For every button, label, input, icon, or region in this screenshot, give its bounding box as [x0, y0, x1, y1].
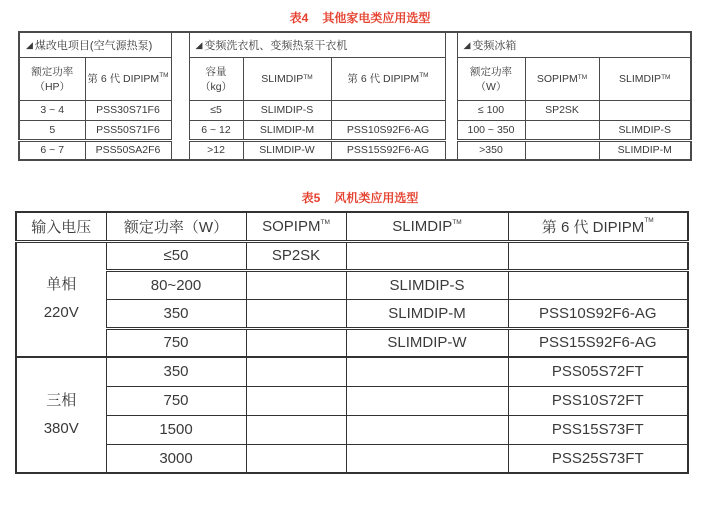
table4-data-row: [19, 140, 691, 160]
table-cell: ≤5: [189, 100, 243, 120]
table5-data-row: [16, 328, 688, 357]
table5-data-row: [16, 357, 688, 386]
tm-superscript: TM: [419, 72, 429, 79]
table-cell: SP2SK: [525, 100, 599, 120]
table5-caption: [0, 161, 720, 205]
table-cell: 350: [106, 357, 246, 386]
table-cell: SLIMDIP-S: [599, 120, 691, 140]
tm-superscript: TM: [661, 73, 671, 81]
table-cell: [246, 270, 346, 299]
table-cell: PSS25S73FT: [508, 444, 688, 473]
subtable-title: ◢ 变频冰箱: [457, 32, 691, 57]
column-header: 输入电压: [16, 212, 106, 241]
table5-fan-selection: [15, 211, 689, 474]
table-cell: SLIMDIP-M: [599, 140, 691, 160]
table-cell: PSS15S92F6-AG: [508, 328, 688, 357]
table-cell: 100 ~ 350: [457, 120, 525, 140]
table-cell: [346, 444, 508, 473]
table-cell: [508, 270, 688, 299]
column-header: [457, 57, 525, 100]
tm-superscript: TM: [303, 73, 313, 81]
table4-caption-label: 表4: [289, 11, 309, 25]
table4-data-row: [19, 100, 691, 120]
table-cell: 6 ~ 12: [189, 120, 243, 140]
column-header: SLIMDIP™: [243, 57, 331, 100]
header-line: 额定功率: [470, 65, 512, 78]
voltage-line: 220V: [43, 304, 79, 322]
tm-superscript: TM: [320, 218, 330, 226]
column-header: 第 6 代 DIPIPM™: [331, 57, 445, 100]
table-cell: [346, 357, 508, 386]
table4-appliance-selection: [18, 31, 692, 161]
table-cell: 3 ~ 4: [19, 100, 85, 120]
table5-data-row: [16, 241, 688, 270]
column-header: [19, 57, 85, 100]
table-cell: 1500: [106, 415, 246, 444]
table-cell: 350: [106, 299, 246, 328]
voltage-line: 380V: [43, 420, 79, 437]
table4-title-row: [19, 32, 691, 57]
table5-data-row: [16, 386, 688, 415]
table-cell: ≤50: [106, 241, 246, 270]
table-cell: PSS15S73FT: [508, 415, 688, 444]
table-cell: [246, 415, 346, 444]
table-cell: [246, 386, 346, 415]
tm-superscript: TM: [159, 72, 169, 79]
table5-data-row: [16, 270, 688, 299]
column-header: SLIMDIP™: [599, 57, 691, 100]
voltage-line: 三相: [46, 392, 77, 409]
tm-superscript: TM: [644, 216, 654, 224]
table-cell: [346, 415, 508, 444]
table5-caption-label: 表5: [301, 191, 321, 205]
table4-caption: [0, 0, 720, 25]
table-cell: PSS50SA2F6: [85, 140, 171, 160]
column-header: [189, 57, 243, 100]
table-cell: [346, 241, 508, 270]
table-cell: >12: [189, 140, 243, 160]
table-cell: [246, 328, 346, 357]
table5-data-row: [16, 299, 688, 328]
column-header: SOPIPM™: [525, 57, 599, 100]
table-cell: 3000: [106, 444, 246, 473]
table-cell: PSS50S71F6: [85, 120, 171, 140]
table-cell: PSS30S71F6: [85, 100, 171, 120]
column-header: 第 6 代 DIPIPM™: [508, 212, 688, 241]
table-cell: PSS05S72FT: [508, 357, 688, 386]
column-header: 第 6 代 DIPIPM™: [85, 57, 171, 100]
table-cell: PSS10S92F6-AG: [508, 299, 688, 328]
table-cell: PSS15S92F6-AG: [331, 140, 445, 160]
table-cell: [246, 299, 346, 328]
header-line: （kg）: [199, 80, 233, 93]
header-line: 额定功率: [31, 65, 74, 78]
table-cell: ≤ 100: [457, 100, 525, 120]
table-cell: SLIMDIP-M: [243, 120, 331, 140]
table-cell: [525, 120, 599, 140]
table4-header-row: [19, 57, 691, 100]
triangle-marker-icon: ◢: [195, 39, 203, 50]
voltage-group-cell: [16, 357, 106, 473]
triangle-marker-icon: ◢: [26, 39, 33, 50]
triangle-marker-icon: ◢: [463, 39, 471, 50]
table-cell: 5: [19, 120, 85, 140]
table5-header-row: [16, 212, 688, 241]
table-cell: SP2SK: [246, 241, 346, 270]
table-cell: SLIMDIP-W: [346, 328, 508, 357]
table-cell: [599, 100, 691, 120]
table-cell: PSS10S72FT: [508, 386, 688, 415]
table-cell: SLIMDIP-S: [346, 270, 508, 299]
table-cell: SLIMDIP-M: [346, 299, 508, 328]
table-cell: >350: [457, 140, 525, 160]
table4-caption-text: 其他家电类应用选型: [322, 11, 431, 25]
table-cell: 750: [106, 386, 246, 415]
table-cell: PSS10S92F6-AG: [331, 120, 445, 140]
header-line: （W）: [475, 80, 507, 93]
table-cell: [525, 140, 599, 160]
table-cell: [346, 386, 508, 415]
table-cell: 750: [106, 328, 246, 357]
header-line: （HP）: [34, 80, 71, 93]
table-cell: [246, 444, 346, 473]
column-header: 额定功率（W）: [106, 212, 246, 241]
tm-superscript: TM: [577, 73, 588, 81]
column-header: SOPIPM™: [246, 212, 346, 241]
table5-data-row: [16, 415, 688, 444]
table-cell: SLIMDIP-W: [243, 140, 331, 160]
table-cell: 6 ~ 7: [19, 140, 85, 160]
table-cell: SLIMDIP-S: [243, 100, 331, 120]
tm-superscript: TM: [452, 218, 462, 226]
voltage-group-cell: [16, 241, 106, 357]
table5-caption-text: 风机类应用选型: [334, 191, 419, 205]
table4-data-row: [19, 120, 691, 140]
header-line: 容量: [205, 65, 227, 78]
table-cell: 80~200: [106, 270, 246, 299]
spacer-cell: [445, 32, 457, 160]
table-cell: [331, 100, 445, 120]
voltage-line: 单相: [46, 276, 77, 294]
column-header: SLIMDIP™: [346, 212, 508, 241]
table5-data-row: [16, 444, 688, 473]
spacer-cell: [171, 32, 189, 160]
table-cell: [246, 357, 346, 386]
subtable-title: ◢ 变频洗衣机、变频热泵干衣机: [189, 32, 445, 57]
subtable-title: ◢ 煤改电项目(空气源热泵): [19, 32, 171, 57]
table-cell: [508, 241, 688, 270]
